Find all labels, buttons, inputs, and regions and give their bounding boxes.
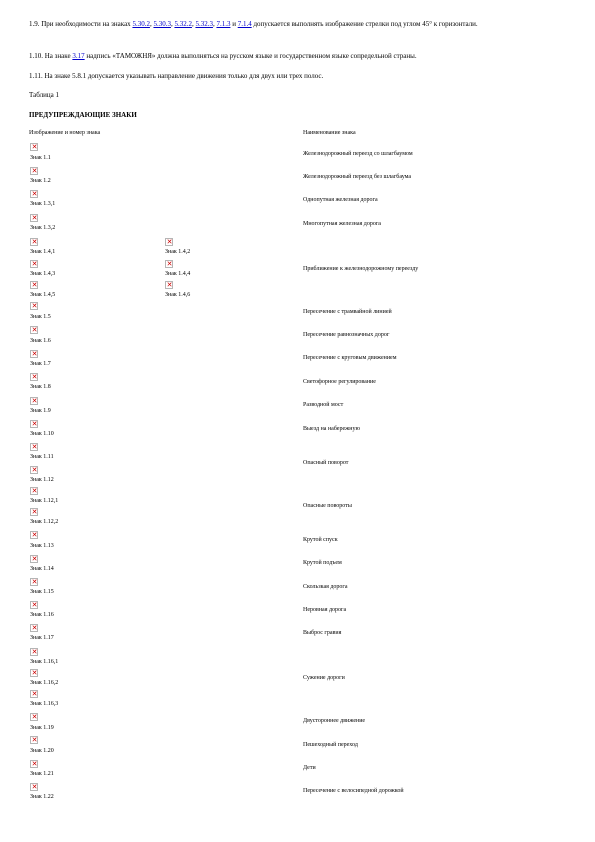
- separator: ,: [212, 20, 217, 28]
- sign-name: Разводной мост: [303, 402, 344, 408]
- broken-image-icon: [30, 466, 38, 474]
- link-5-30-3[interactable]: 5.30.3: [153, 20, 171, 28]
- paragraph-text: допускается выполнять изображение стрелки под углом 45° к горизонтали.: [251, 20, 478, 28]
- broken-image-icon: [30, 713, 38, 721]
- broken-image-icon: [30, 420, 38, 428]
- separator: ,: [149, 20, 154, 28]
- separator: ,: [191, 20, 196, 28]
- column-header-name: Наименование знака: [303, 130, 356, 136]
- sign-number: Знак 1.16,3: [30, 701, 59, 707]
- sign-number: Знак 1.15: [30, 589, 54, 595]
- table-heading: ПРЕДУПРЕЖДАЮЩИЕ ЗНАКИ: [29, 111, 137, 119]
- sign-name: Опасный поворот: [303, 460, 349, 466]
- sign-number: Знак 1.14: [30, 566, 54, 572]
- link-7-1-3[interactable]: 7.1.3: [216, 20, 231, 28]
- sign-name: Пешеходный переход: [303, 742, 358, 748]
- sign-number: Знак 1.3,1: [30, 201, 56, 207]
- sign-number: Знак 1.4,6: [165, 292, 191, 298]
- sign-name: Пересечение с велосипедной дорожкой: [303, 788, 404, 794]
- broken-image-icon: [30, 167, 38, 175]
- broken-image-icon: [30, 669, 38, 677]
- separator: и: [230, 20, 238, 28]
- broken-image-icon: [30, 238, 38, 246]
- broken-image-icon: [30, 783, 38, 791]
- broken-image-icon: [30, 373, 38, 381]
- sign-number: Знак 1.16,2: [30, 680, 59, 686]
- broken-image-icon: [165, 238, 173, 246]
- sign-number: Знак 1.16,1: [30, 659, 59, 665]
- sign-name: Неровная дорога: [303, 607, 347, 613]
- broken-image-icon: [30, 190, 38, 198]
- link-5-32-3[interactable]: 5.32.3: [195, 20, 213, 28]
- broken-image-icon: [30, 214, 38, 222]
- paragraph-text: 1.10. На знаке: [29, 52, 73, 60]
- sign-number: Знак 1.4,2: [165, 249, 191, 255]
- sign-number: Знак 1.12: [30, 477, 54, 483]
- sign-name: Скользкая дорога: [303, 584, 348, 590]
- paragraph-1-10: [29, 51, 569, 61]
- link-7-1-4[interactable]: 7.1.4: [237, 20, 252, 28]
- sign-name: Сужение дороги: [303, 675, 345, 681]
- broken-image-icon: [30, 326, 38, 334]
- sign-number: Знак 1.11: [30, 454, 54, 460]
- link-5-30-2[interactable]: 5.30.2: [132, 20, 150, 28]
- sign-number: Знак 1.16: [30, 612, 54, 618]
- sign-number: Знак 1.4,5: [30, 292, 56, 298]
- link-5-32-2[interactable]: 5.32.2: [174, 20, 192, 28]
- paragraph-1-11: [29, 71, 569, 81]
- sign-number: Знак 1.9: [30, 408, 51, 414]
- broken-image-icon: [165, 260, 173, 268]
- sign-name: Опасные повороты: [303, 503, 352, 509]
- broken-image-icon: [30, 578, 38, 586]
- sign-number: Знак 1.7: [30, 361, 51, 367]
- broken-image-icon: [30, 531, 38, 539]
- sign-name: Крутой подъем: [303, 560, 342, 566]
- sign-name: Светофорное регулирование: [303, 379, 376, 385]
- sign-number: Знак 1.12,1: [30, 498, 59, 504]
- sign-number: Знак 1.1: [30, 155, 51, 161]
- broken-image-icon: [30, 350, 38, 358]
- broken-image-icon: [30, 281, 38, 289]
- broken-image-icon: [30, 555, 38, 563]
- broken-image-icon: [30, 690, 38, 698]
- broken-image-icon: [30, 648, 38, 656]
- sign-number: Знак 1.6: [30, 338, 51, 344]
- broken-image-icon: [30, 760, 38, 768]
- sign-number: Знак 1.21: [30, 771, 54, 777]
- sign-name: Однопутная железная дорога: [303, 197, 378, 203]
- sign-number: Знак 1.20: [30, 748, 54, 754]
- sign-number: Знак 1.12,2: [30, 519, 59, 525]
- sign-name: Крутой спуск: [303, 537, 338, 543]
- sign-number: Знак 1.4,4: [165, 271, 191, 277]
- broken-image-icon: [30, 443, 38, 451]
- broken-image-icon: [30, 143, 38, 151]
- sign-name: Выезд на набережную: [303, 426, 360, 432]
- sign-name: Пересечение с круговым движением: [303, 355, 397, 361]
- broken-image-icon: [30, 601, 38, 609]
- sign-number: Знак 1.4,3: [30, 271, 56, 277]
- sign-name: Двустороннее движение: [303, 718, 366, 724]
- sign-number: Знак 1.3,2: [30, 225, 56, 231]
- sign-name: Железнодорожный переезд без шлагбаума: [303, 174, 412, 180]
- column-header-image: Изображение и номер знака: [29, 130, 101, 136]
- sign-name: Выброс гравия: [303, 630, 342, 636]
- sign-number: Знак 1.22: [30, 794, 54, 800]
- broken-image-icon: [30, 736, 38, 744]
- sign-number: Знак 1.8: [30, 384, 51, 390]
- broken-image-icon: [30, 302, 38, 310]
- table-caption: Таблица 1: [29, 91, 59, 99]
- sign-name: Дети: [303, 765, 316, 771]
- broken-image-icon: [30, 397, 38, 405]
- sign-number: Знак 1.10: [30, 431, 54, 437]
- separator: ,: [170, 20, 175, 28]
- sign-name: Пересечение равнозначных дорог: [303, 332, 390, 338]
- paragraph-text: надпись «ТАМОЖНЯ» должна выполняться на русском языке и государственном языке сопредельной страны.: [84, 52, 417, 60]
- sign-number: Знак 1.19: [30, 725, 54, 731]
- paragraph-text: 1.9. При необходимости на знаках: [29, 20, 133, 28]
- sign-number: Знак 1.5: [30, 314, 51, 320]
- paragraph-text: 1.11. На знаке 5.8.1 допускается указывать направление движения только для двух или трех полос.: [29, 72, 324, 80]
- broken-image-icon: [30, 508, 38, 516]
- broken-image-icon: [30, 624, 38, 632]
- sign-name: Приближение к железнодорожному переезду: [303, 266, 419, 272]
- broken-image-icon: [30, 260, 38, 268]
- paragraph-1-9: [29, 19, 569, 29]
- sign-name: Многопутная железная дорога: [303, 221, 381, 227]
- broken-image-icon: [165, 281, 173, 289]
- link-3-17[interactable]: 3.17: [72, 52, 85, 60]
- sign-number: Знак 1.13: [30, 543, 54, 549]
- sign-number: Знак 1.4,1: [30, 249, 56, 255]
- sign-name: Пересечение с трамвайной линией: [303, 309, 392, 315]
- sign-number: Знак 1.2: [30, 178, 51, 184]
- sign-number: Знак 1.17: [30, 635, 54, 641]
- sign-name: Железнодорожный переезд со шлагбаумом: [303, 151, 413, 157]
- broken-image-icon: [30, 487, 38, 495]
